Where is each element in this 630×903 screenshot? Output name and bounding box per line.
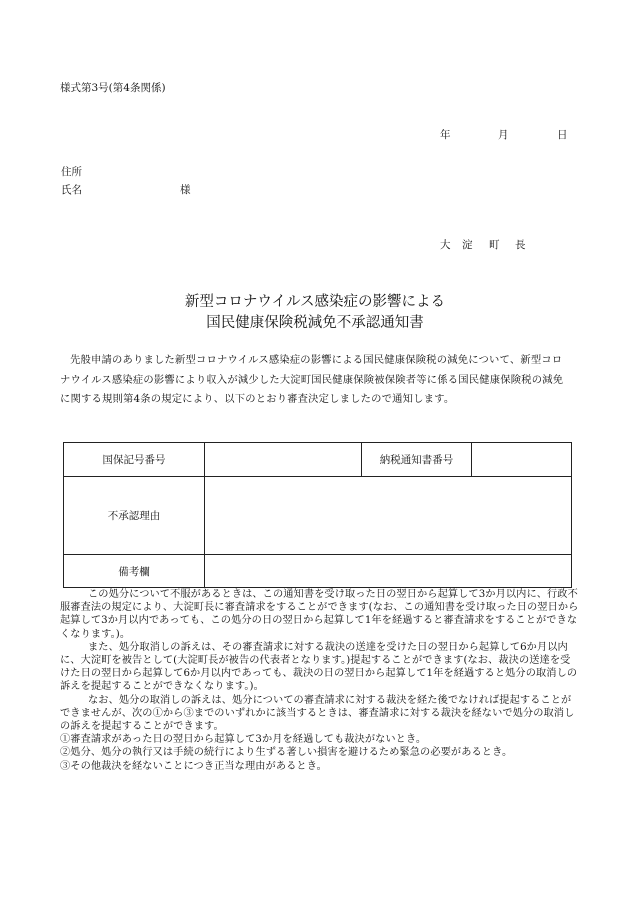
appeal-note-paragraph: また、処分取消しの訴えは、その審査請求に対する裁決の送達を受けた日の翌日から起算して6か月以内に、大淀町を被告として(大淀町長が被告の代表者となります。)提起することができます(なお、裁決の送達を受けた日の翌日から起算して6か月以内であっても、裁決の日の翌日から起算して1年を経過すると処分の取消しの訴えを提起することができなくなります。)。 — [60, 641, 578, 693]
issuer-char: 長 — [515, 239, 526, 251]
remarks-label: 備考欄 — [64, 555, 205, 588]
remarks-value — [205, 555, 572, 588]
tax-notice-number-value — [472, 443, 572, 477]
document-title-line2: 国民健康保険税減免不承認通知書 — [206, 315, 424, 331]
table-row — [64, 555, 572, 588]
issuer-char: 淀 — [462, 239, 473, 251]
table-row — [64, 443, 572, 477]
tax-notice-number-label: 納税通知書番号 — [362, 443, 472, 477]
date-year-label: 年 — [440, 129, 451, 141]
form-number: 様式第3号(第4条関係) — [60, 82, 166, 94]
document-title-line1: 新型コロナウイルス感染症の影響による — [184, 294, 446, 310]
rejection-reason-label: 不承認理由 — [64, 477, 205, 555]
date-day-label: 日 — [557, 129, 568, 141]
insurance-number-value — [205, 443, 362, 477]
appeal-notes — [60, 588, 580, 773]
appeal-note-paragraph: なお、処分の取消しの訴えは、処分についての審査請求に対する裁決を経た後でなければ提起することができませんが、次の①から③までのいずれかに該当するときは、審査請求に対する裁決を経ないで処分の取消しの訴えを提起することができます。 — [60, 694, 575, 733]
address-label: 住所 — [61, 166, 82, 178]
appeal-note-item: ③その他裁決を経ないことにつき正当な理由があるとき。 — [60, 760, 327, 772]
table-row — [64, 477, 572, 555]
issuer — [440, 237, 526, 252]
rejection-reason-value — [205, 477, 572, 555]
insurance-number-label: 国保記号番号 — [64, 443, 205, 477]
issuer-char: 大 — [440, 239, 451, 251]
appeal-note-paragraph: この処分について不服があるときは、この通知書を受け取った日の翌日から起算して3か月以内に、行政不服審査法の規定により、大淀町長に審査請求をすることができます(なお、この通知書を受け取った日の翌日から起算して3か月以内であっても、この処分の日の翌日から起算して1年を経過すると審査請求をすることができなくなります。)。 — [60, 589, 579, 640]
intro-paragraph: 先般申請のありました新型コロナウイルス感染症の影響による国民健康保険税の減免について、新型コロナウイルス感染症の影響により収入が減少した大淀町国民健康保険被保険者等に係る国民健康保険税の減免に関する規則第4条の規定により、以下のとおり審査決定しましたので通知します。 — [60, 354, 564, 405]
issuer-char: 町 — [489, 239, 500, 251]
appeal-note-item: ②処分、処分の執行又は手続の続行により生ずる著しい損害を避けるため緊急の必要があるとき。 — [60, 747, 513, 759]
info-table — [63, 442, 572, 588]
name-label: 氏名 — [61, 184, 82, 196]
honorific: 様 — [180, 184, 191, 196]
date-month-label: 月 — [498, 129, 509, 141]
appeal-note-item: ①審査請求があった日の翌日から起算して3か月を経過しても裁決がないとき。 — [60, 734, 427, 746]
